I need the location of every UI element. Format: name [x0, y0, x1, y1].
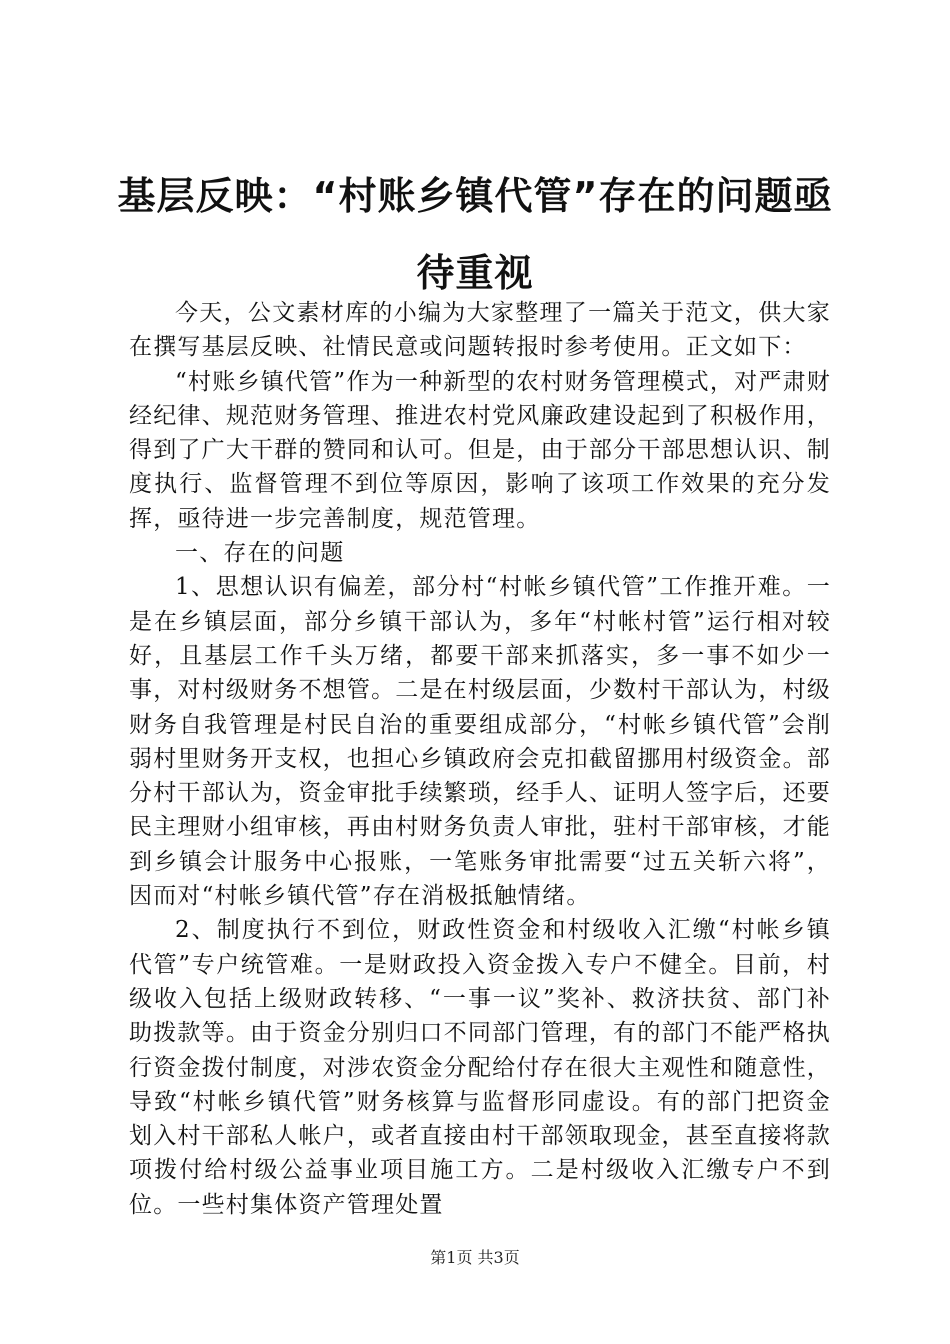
issue-2-paragraph: 2、制度执行不到位，财政性资金和村级收入汇缴“村帐乡镇代管”专户统管难。一是财政投入资金拨入专户不健全。目前，村级收入包括上级财政转移、“一事一议”奖补、救济扶贫、部门补助拨款等。由于资金分别归口不同部门管理，有的部门不能严格执行资金拨付制度，对涉农资金分配给付存在很大主观性和随意性，导致“村帐乡镇代管”财务核算与监督形同虚设。有的部门把资金划入村干部私人帐户，或者直接由村干部领取现金，甚至直接将款项拨付给村级公益事业项目施工方。二是村级收入汇缴专户不到位。一些村集体资产管理处置 — [129, 917, 831, 1218]
document-title: 基层反映：“村账乡镇代管”存在的问题亟待重视 — [117, 174, 833, 295]
issue-1-paragraph: 1、思想认识有偏差，部分村“村帐乡镇代管”工作推开难。一是在乡镇层面，部分乡镇干部认为，多年“村帐村管”运行相对较好，且基层工作千头万绪，都要干部来抓落实，多一事不如少一事，对村级财务不想管。二是在村级层面，少数村干部认为，村级财务自我管理是村民自治的重要组成部分，“村帐乡镇代管”会削弱村里财务开支权，也担心乡镇政府会克扣截留挪用村级资金。部分村干部认为，资金审批手续繁琐，经手人、证明人签字后，还要民主理财小组审核，再由村财务负责人审批，驻村干部审核，才能到乡镇会计服务中心报账，一笔账务审批需要“过五关斩六将”，因而对“村帐乡镇代管”存在消极抵触情绪。 — [129, 574, 831, 910]
document-body — [129, 296, 831, 1222]
intro-paragraph: 今天，公文素材库的小编为大家整理了一篇关于范文，供大家在撰写基层反映、社情民意或问题转报时参考使用。正文如下： — [129, 300, 831, 361]
page-number-footer: 第1页 共3页 — [430, 1248, 520, 1267]
section-heading: 一、存在的问题 — [175, 540, 345, 567]
overview-paragraph: “村账乡镇代管”作为一种新型的农村财务管理模式，对严肃财经纪律、规范财务管理、推进农村党风廉政建设起到了积极作用，得到了广大干群的赞同和认可。但是，由于部分干部思想认识、制度执行、监督管理不到位等原因，影响了该项工作效果的充分发挥，亟待进一步完善制度，规范管理。 — [129, 368, 831, 532]
